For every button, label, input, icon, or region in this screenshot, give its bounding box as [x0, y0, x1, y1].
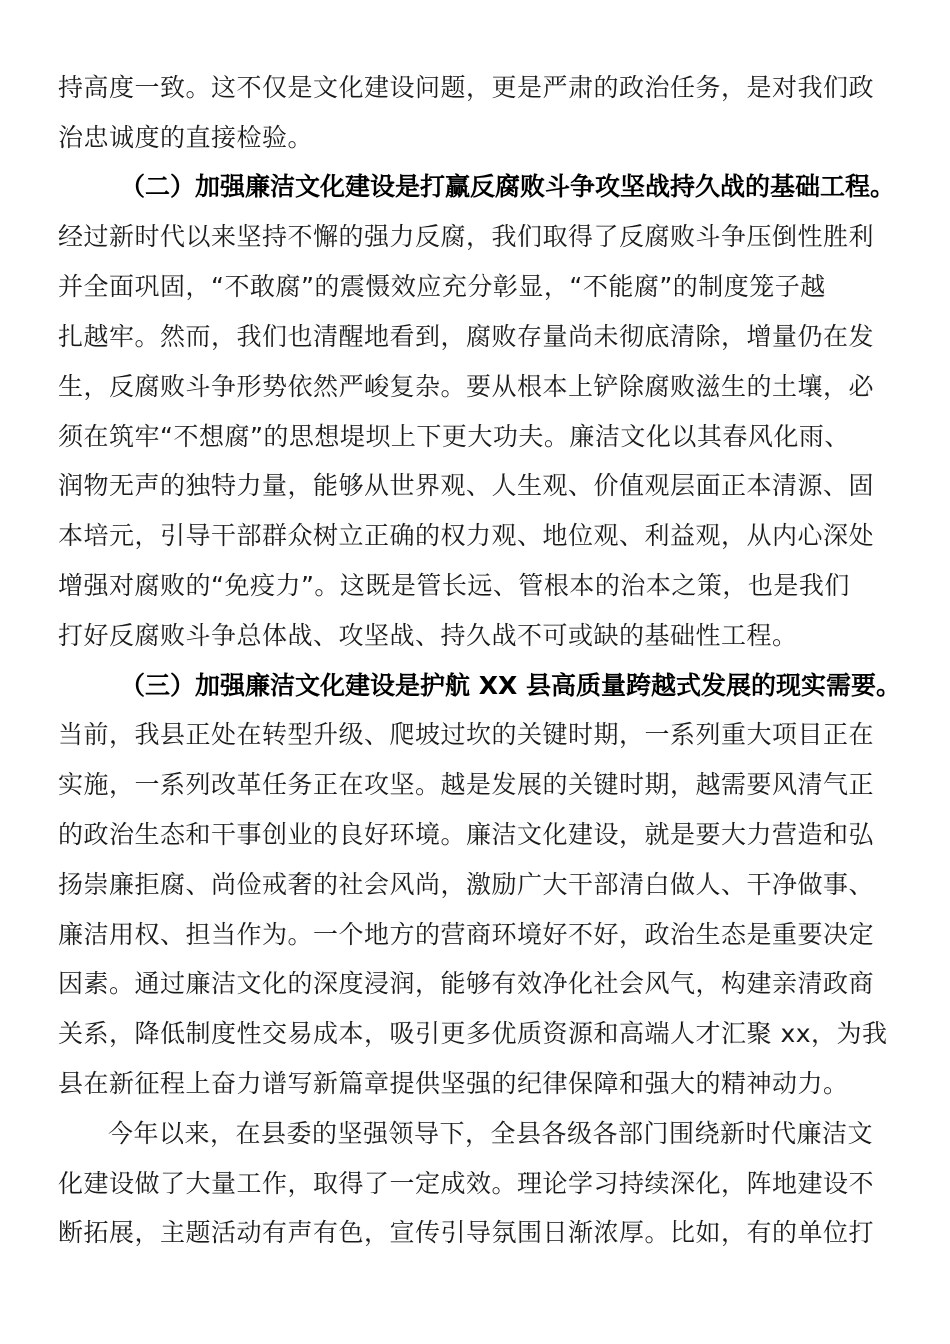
body-text-line: 廉洁用权、担当作为。一个地方的营商环境好不好，政治生态是重要决定 — [58, 920, 875, 949]
body-text-line: 的政治生态和干事创业的良好环境。廉洁文化建设，就是要大力营造和弘 — [58, 820, 875, 849]
section-heading-2: （二）加强廉洁文化建设是打赢反腐败斗争攻坚战持久战的基础工程。 — [120, 172, 896, 201]
body-text-line: 扎越牢。然而，我们也清醒地看到，腐败存量尚未彻底清除，增量仍在发 — [58, 322, 875, 351]
body-text-line: 生，反腐败斗争形势依然严峻复杂。要从根本上铲除腐败滋生的土壤，必 — [58, 372, 875, 401]
body-text-line: 经过新时代以来坚持不懈的强力反腐，我们取得了反腐败斗争压倒性胜利 — [58, 222, 875, 251]
body-text-line: 并全面巩固，“不敢腐”的震慑效应充分彰显，“不能腐”的制度笼子越 — [58, 272, 826, 301]
body-text-line: 润物无声的独特力量，能够从世界观、人生观、价值观层面正本清源、固 — [58, 471, 875, 500]
body-text-line: 本培元，引导干部群众树立正确的权力观、地位观、利益观，从内心深处 — [58, 521, 875, 550]
body-text-line: 断拓展，主题活动有声有色，宣传引导氛围日渐浓厚。比如，有的单位打 — [58, 1218, 875, 1247]
body-text-line: 治忠诚度的直接检验。 — [58, 123, 314, 152]
body-text-line: 化建设做了大量工作，取得了一定成效。理论学习持续深化，阵地建设不 — [58, 1169, 875, 1198]
body-text-line: 打好反腐败斗争总体战、攻坚战、持久战不可或缺的基础性工程。 — [58, 621, 798, 650]
body-text-line: 增强对腐败的“免疫力”。这既是管长远、管根本的治本之策，也是我们 — [58, 571, 850, 600]
body-text-line: 须在筑牢“不想腐”的思想堤坝上下更大功夫。廉洁文化以其春风化雨、 — [58, 422, 850, 451]
body-text-line: 关系，降低制度性交易成本，吸引更多优质资源和高端人才汇聚 xx，为我 — [58, 1019, 888, 1048]
body-text-line: 扬崇廉拒腐、尚俭戒奢的社会风尚，激励广大干部清白做人、干净做事、 — [58, 870, 875, 899]
paragraph-start-line: 今年以来，在县委的坚强领导下，全县各级各部门围绕新时代廉洁文 — [108, 1119, 874, 1148]
body-text-line: 当前，我县正处在转型升级、爬坡过坎的关键时期，一系列重大项目正在 — [58, 720, 875, 749]
body-text-line: 实施，一系列改革任务正在攻坚。越是发展的关键时期，越需要风清气正 — [58, 770, 875, 799]
body-text-line: 县在新征程上奋力谱写新篇章提供坚强的纪律保障和强大的精神动力。 — [58, 1069, 849, 1098]
body-text-line: 持高度一致。这不仅是文化建设问题，更是严肃的政治任务，是对我们政 — [58, 73, 875, 102]
body-text-line: 因素。通过廉洁文化的深度浸润，能够有效净化社会风气，构建亲清政商 — [58, 969, 875, 998]
section-heading-3: （三）加强廉洁文化建设是护航 XX 县高质量跨越式发展的现实需要。 — [120, 671, 901, 700]
